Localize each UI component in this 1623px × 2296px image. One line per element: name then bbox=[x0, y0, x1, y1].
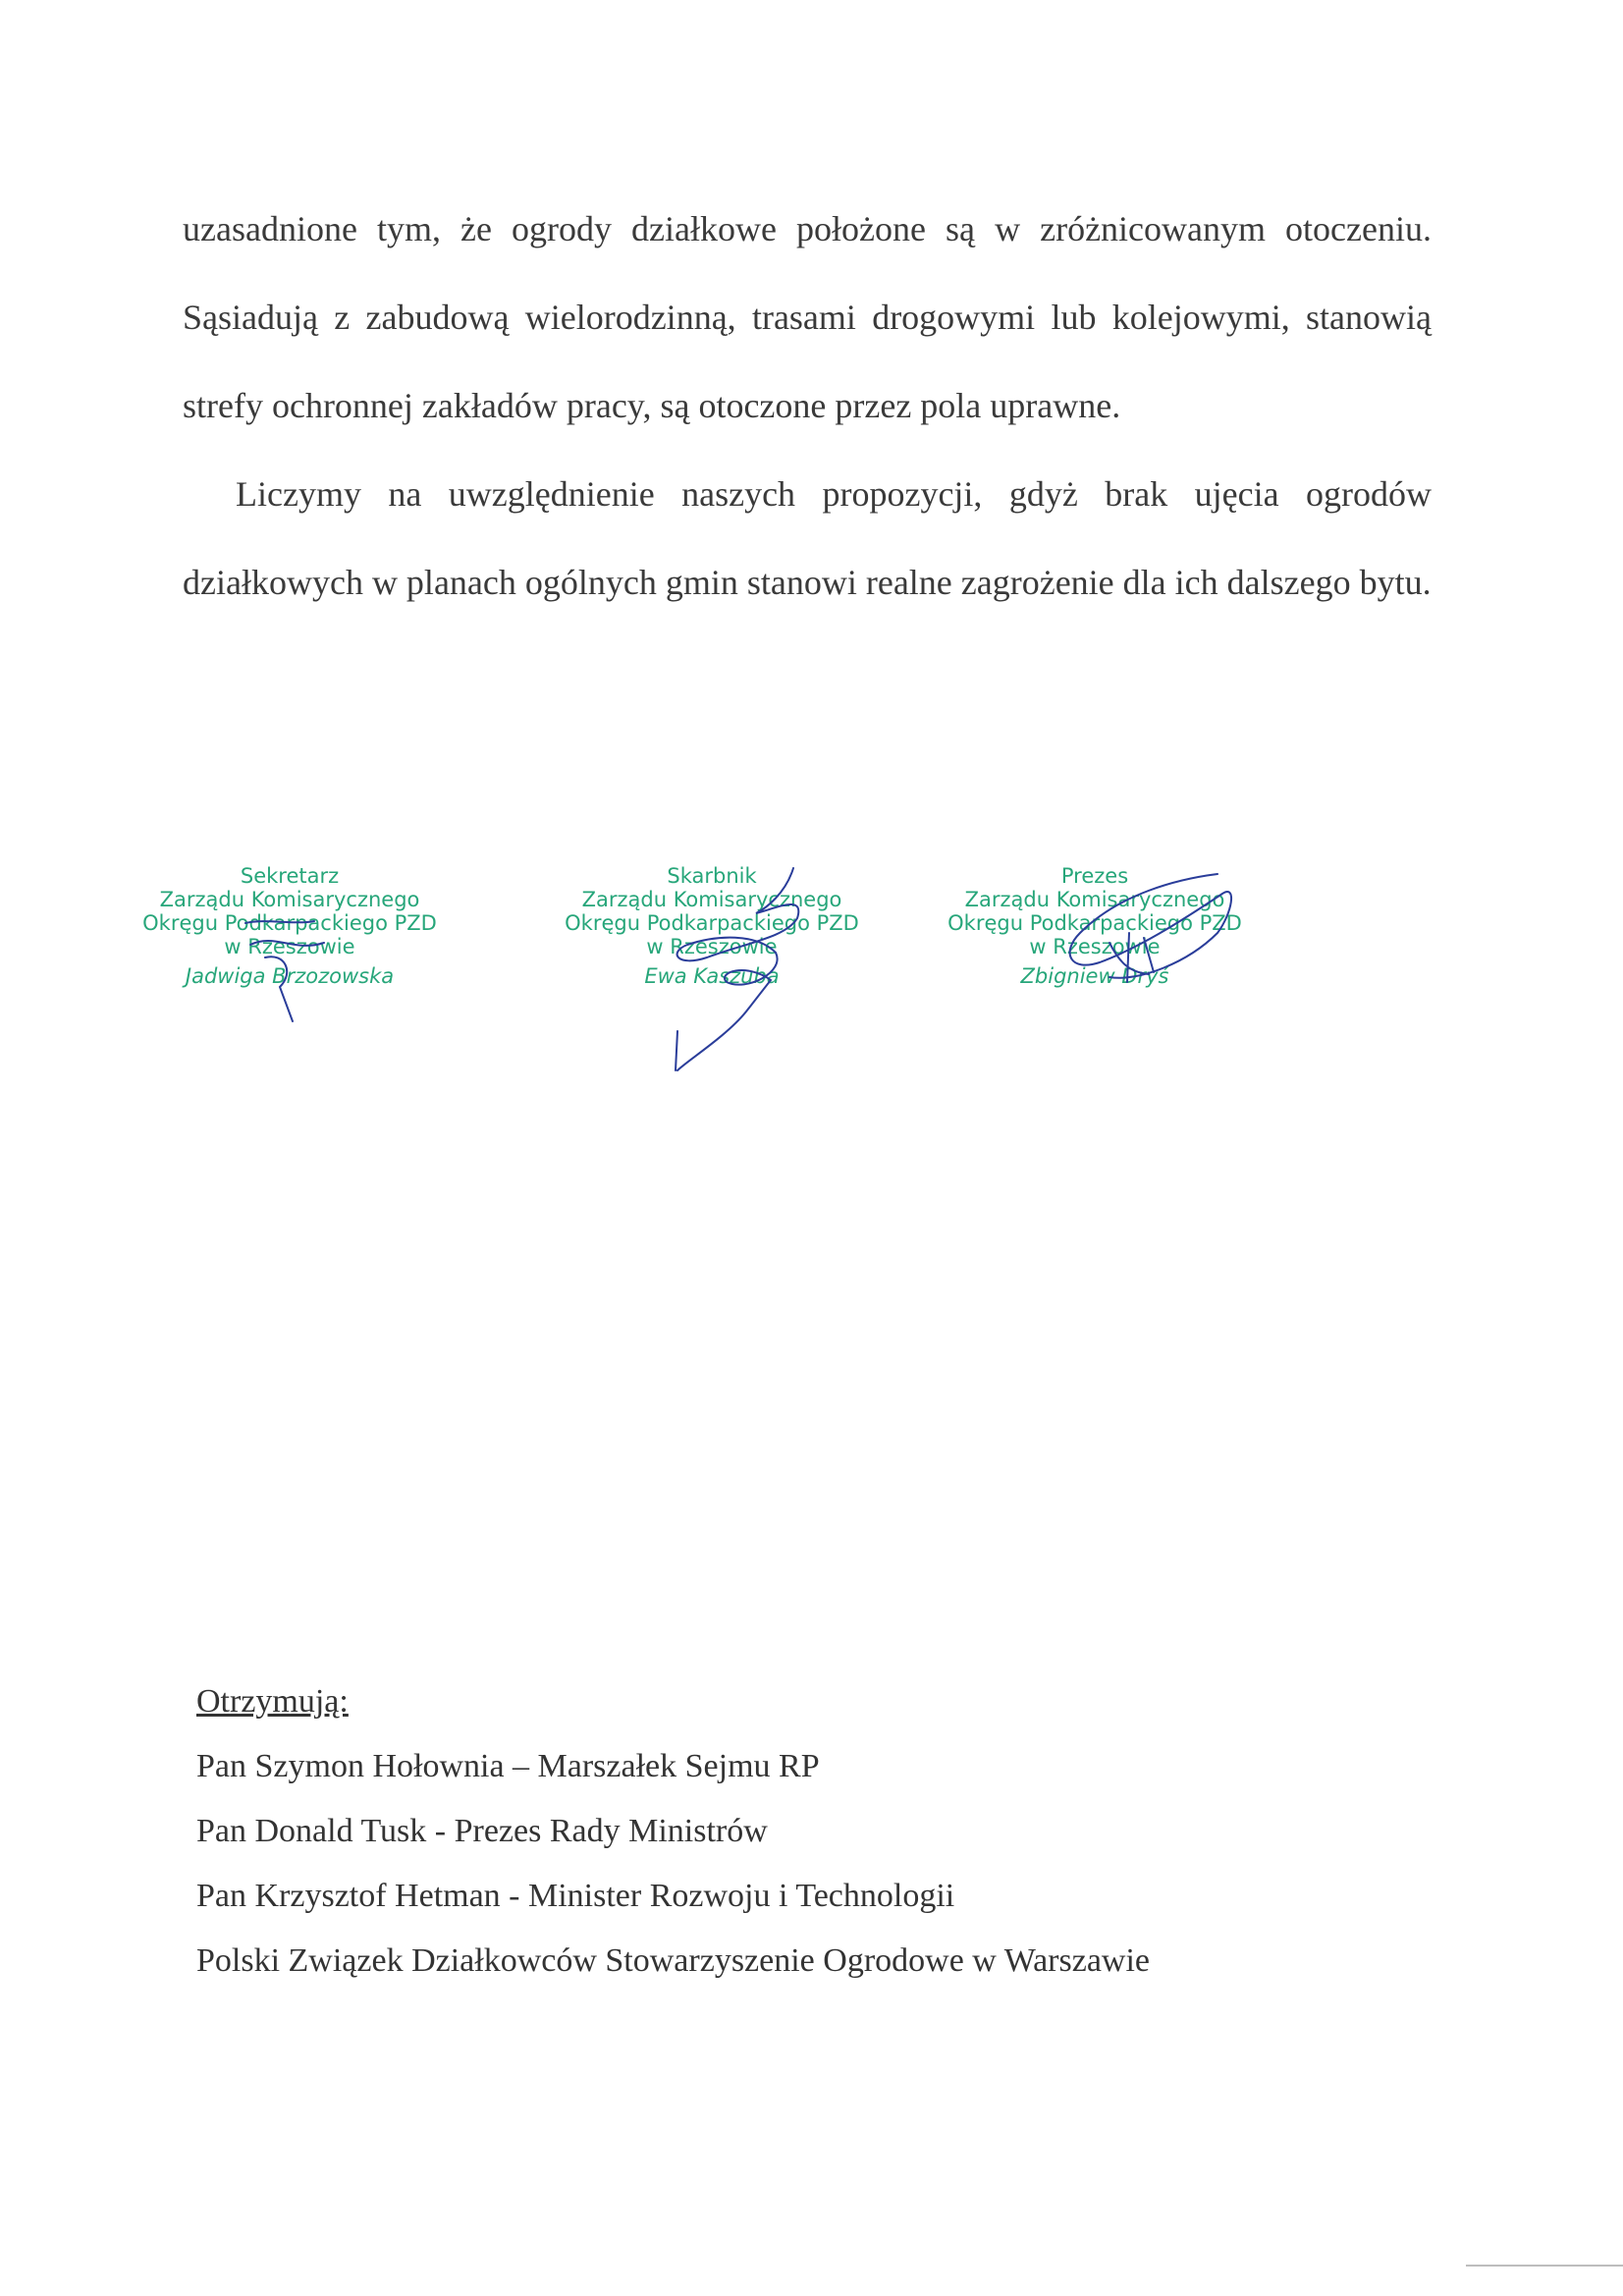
stamp-line: w Rzeszowie bbox=[646, 935, 778, 958]
stamp-treasurer bbox=[550, 864, 874, 988]
stamp-line: Zarządu Komisarycznego bbox=[159, 888, 420, 911]
scan-edge-mark bbox=[1466, 2265, 1623, 2267]
recipient-item: Pan Donald Tusk - Prezes Rady Ministrów bbox=[196, 1813, 768, 1849]
stamp-line: Okręgu Podkarpackiego PZD bbox=[947, 911, 1242, 935]
stamp-line: Okręgu Podkarpackiego PZD bbox=[565, 911, 859, 935]
stamp-line: Zarządu Komisarycznego bbox=[964, 888, 1225, 911]
stamp-name: Jadwiga Brzozowska bbox=[185, 964, 395, 988]
paragraph-continuation: uzasadnione tym, że ogrody działkowe położone są w zróżnicowanym otoczeniu. Sąsiadują z zabudową wielorodzinną, trasami drogowymi lub kolejowymi, stanowią strefy ochronnej zakładów pracy, są otoczone przez pola uprawne. bbox=[183, 209, 1432, 425]
paragraph-closing: Liczymy na uwzględnienie naszych propozycji, gdyż brak ujęcia ogrodów działkowych w planach ogólnych gmin stanowi realne zagrożenie dla ich dalszego bytu. bbox=[183, 474, 1432, 602]
stamp-title: Skarbnik bbox=[667, 864, 757, 888]
recipients-section bbox=[196, 1669, 1424, 1994]
stamp-title: Prezes bbox=[1060, 864, 1129, 888]
stamp-secretary bbox=[128, 864, 452, 988]
recipient-item: Pan Szymon Hołownia – Marszałek Sejmu RP bbox=[196, 1748, 820, 1784]
stamp-name: Ewa Kaszuba bbox=[644, 964, 780, 988]
body-text bbox=[183, 185, 1432, 627]
recipient-item: Polski Związek Działkowców Stowarzyszenie Ogrodowe w Warszawie bbox=[196, 1942, 1151, 1979]
stamp-title: Sekretarz bbox=[240, 864, 340, 888]
stamp-line: Okręgu Podkarpackiego PZD bbox=[142, 911, 437, 935]
stamp-line: w Rzeszowie bbox=[224, 935, 355, 958]
recipient-item: Pan Krzysztof Hetman - Minister Rozwoju i Technologii bbox=[196, 1878, 955, 1914]
stamp-president bbox=[933, 864, 1257, 988]
stamp-line: Zarządu Komisarycznego bbox=[581, 888, 842, 911]
signature-stamps bbox=[0, 864, 1623, 1080]
stamp-name: Zbigniew Dryś bbox=[1020, 964, 1169, 988]
recipients-heading: Otrzymują: bbox=[196, 1683, 349, 1720]
stamp-line: w Rzeszowie bbox=[1029, 935, 1161, 958]
